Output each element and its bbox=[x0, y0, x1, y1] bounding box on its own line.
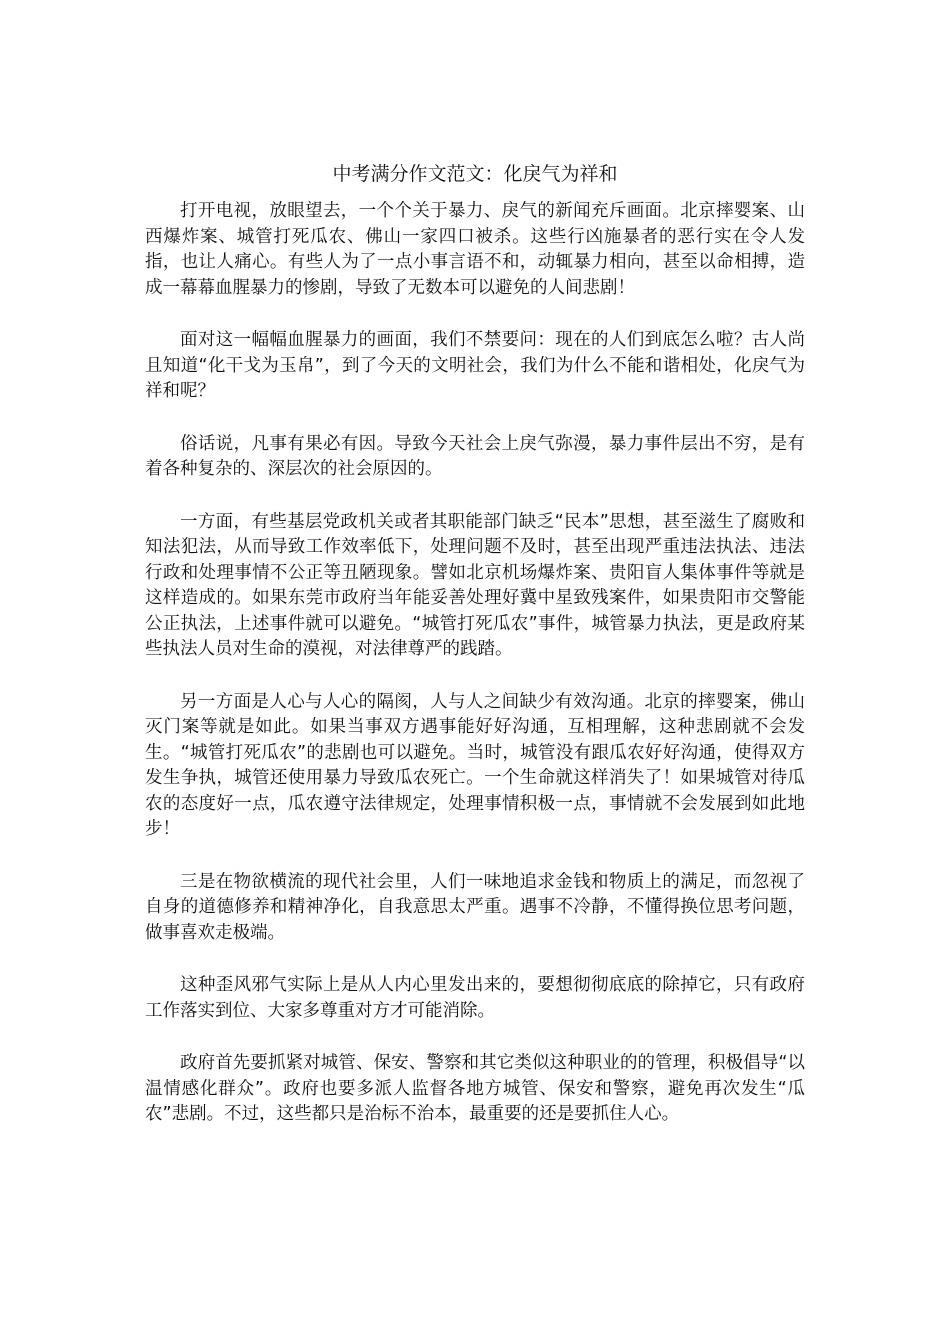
paragraph-3: 俗话说，凡事有果必有因。导致今天社会上戾气弥漫，暴力事件层出不穷，是有着各种复杂的、深层次的社会原因的。 bbox=[145, 433, 805, 479]
paragraph-5: 另一方面是人心与人心的隔阂，人与人之间缺少有效沟通。北京的摔婴案，佛山灭门案等就是如此。如果当事双方遇事能好好沟通，互相理解，这种悲剧就不会发生。“城管打死瓜农”的悲剧也可以避免。当时，城管没有跟瓜农好好沟通，使得双方发生争执，城管还使用暴力导致瓜农死亡。一个生命就这样消失了！如果城管对待瓜农的态度好一点，瓜农遵守法律规定，处理事情积极一点，事情就不会发展到如此地步！ bbox=[145, 691, 805, 839]
paragraph-1: 打开电视，放眼望去，一个个关于暴力、戾气的新闻充斥画面。北京摔婴案、山西爆炸案、城管打死瓜农、佛山一家四口被杀。这些行凶施暴者的恶行实在令人发指，也让人痛心。有些人为了一点小事言语不和，动辄暴力相向，甚至以命相搏，造成一幕幕血腥暴力的惨剧，导致了无数本可以避免的人间悲剧！ bbox=[145, 201, 805, 298]
paragraph-7: 这种歪风邪气实际上是从人内心里发出来的，要想彻彻底底的除掉它，只有政府工作落实到位、大家多尊重对方才可能消除。 bbox=[145, 975, 805, 1021]
paragraph-6: 三是在物欲横流的现代社会里，人们一味地追求金钱和物质上的满足，而忽视了自身的道德修养和精神净化，自我意思太严重。遇事不冷静，不懂得换位思考问题，做事喜欢走极端。 bbox=[145, 871, 805, 943]
paragraph-8: 政府首先要抓紧对城管、保安、警察和其它类似这种职业的的管理，积极倡导“以温情感化群众”。政府也要多派人监督各地方城管、保安和警察，避免再次发生“瓜农”悲剧。不过，这些都只是治标不治本，最重要的还是要抓住人心。 bbox=[145, 1053, 805, 1124]
document-title: 中考满分作文范文：化戾气为祥和 bbox=[332, 163, 618, 185]
paragraph-4: 一方面，有些基层党政机关或者其职能部门缺乏“民本”思想，甚至滋生了腐败和知法犯法，从而导致工作效率低下，处理问题不及时，甚至出现严重违法执法、违法行政和处理事情不公正等丑陋现象。譬如北京机场爆炸案、贵阳盲人集体事件等就是这样造成的。如果东莞市政府当年能妥善处理好冀中星致残案件，如果贵阳市交警能公正执法，上述事件就可以避免。“城管打死瓜农”事件，城管暴力执法，更是政府某些执法人员对生命的漠视，对法律尊严的践踏。 bbox=[145, 511, 805, 659]
document-body bbox=[145, 199, 805, 1155]
paragraph-2: 面对这一幅幅血腥暴力的画面，我们不禁要问：现在的人们到底怎么啦？古人尚且知道“化干戈为玉帛”，到了今天的文明社会，我们为什么不能和谐相处，化戾气为祥和呢？ bbox=[145, 330, 805, 401]
